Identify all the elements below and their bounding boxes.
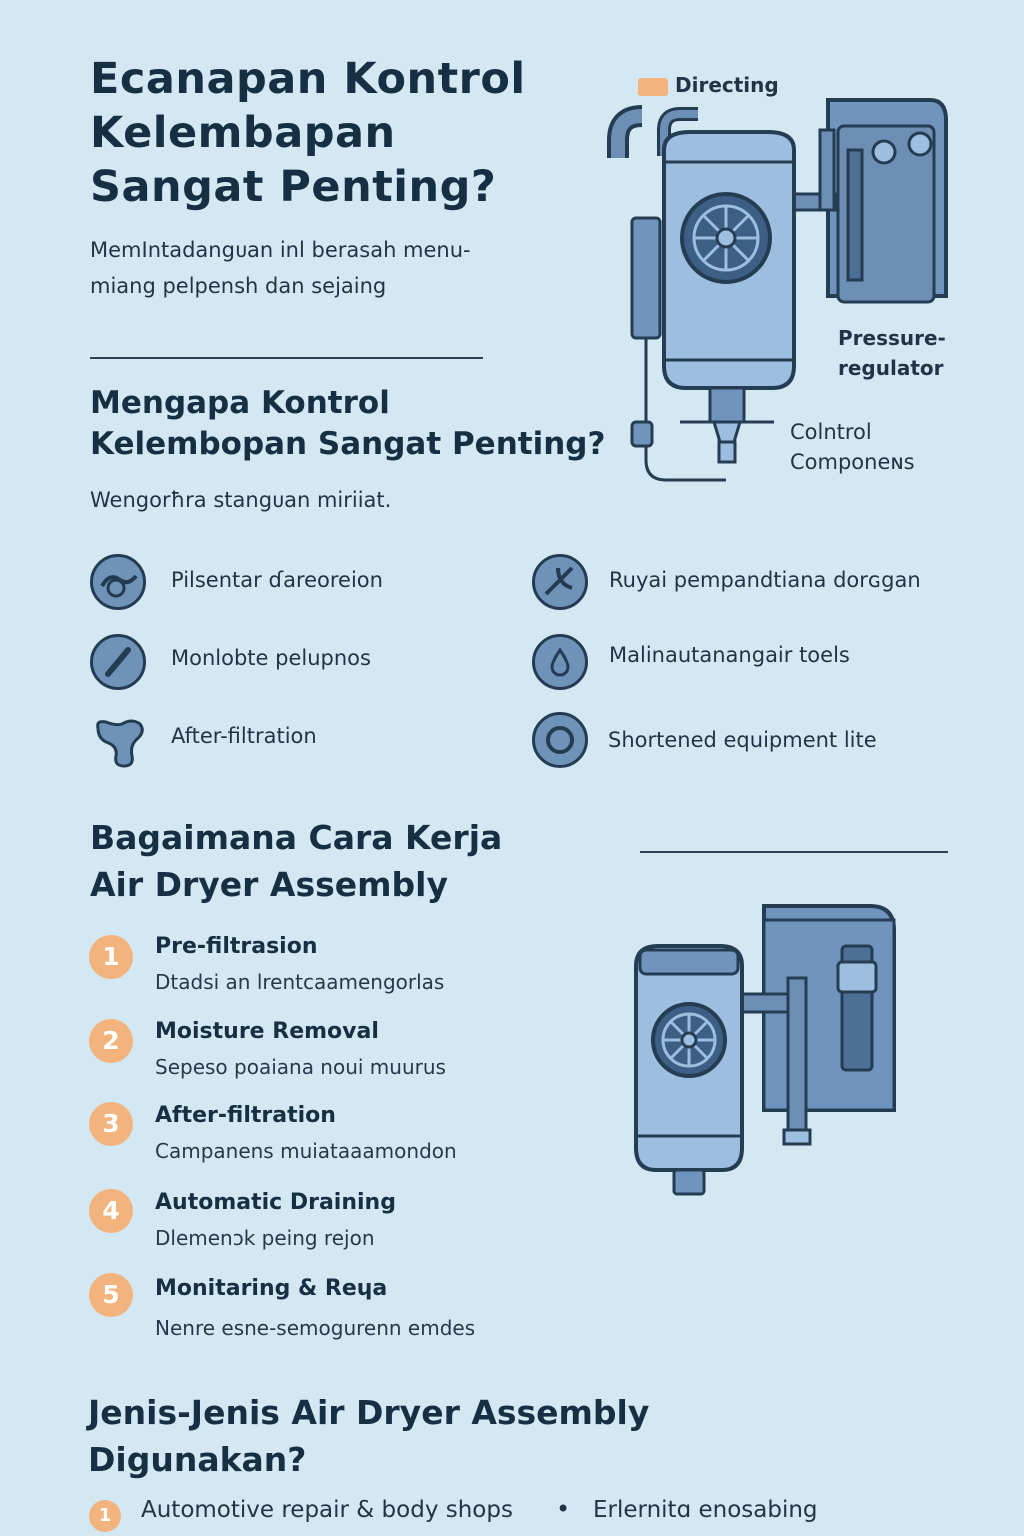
title-line-1: Ecanapan Kontrol (90, 54, 526, 104)
step-desc-1: Dtadsi an lrentcaamengorlas (155, 970, 445, 994)
label-directing: Directing (675, 73, 779, 97)
how-title-line-1: Bagaimana Cara Kerja (90, 818, 503, 857)
step-title-1: Pre-filtrasion (155, 934, 318, 959)
how-title-line-2: Air Dryer Assembly (90, 865, 448, 904)
label-control-line-1: Colntrol (790, 420, 872, 444)
types-item-1: Automotive repair & body shops (141, 1497, 513, 1523)
label-control-components (790, 417, 915, 477)
feature-label-5: After-filtration (171, 724, 317, 748)
valve-icon (909, 133, 931, 155)
label-pressure-regulator (838, 323, 946, 383)
why-title-line-2: Kelembopan Sangat Penting? (90, 426, 606, 462)
page-title (90, 52, 526, 214)
step-number-5: 5 (89, 1273, 133, 1317)
label-control-line-2: Componeɴs (790, 450, 915, 474)
water-drop-icon (532, 634, 588, 690)
feature-label-4: Malinautanangair toels (609, 643, 850, 667)
step-desc-3: Campanens muiataaamondon (155, 1139, 457, 1163)
step-title-4: Automatic Draining (155, 1190, 396, 1215)
why-title-line-1: Mengapa Kontrol (90, 385, 390, 421)
feature-label-1: Pilsentar ɗareoreion (171, 568, 383, 592)
intro-line-2: miang pelpensh dan sejaing (90, 274, 387, 298)
types-section-title (88, 1389, 649, 1483)
types-number-1: 1 (89, 1500, 121, 1532)
why-subtitle: Wengorħra stangᴜan miriiat. (90, 488, 392, 512)
leaf-icon (532, 554, 588, 610)
step-desc-4: Dlemenɔk peing rejon (155, 1226, 375, 1250)
step-title-3: After-filtration (155, 1103, 336, 1128)
step-number-1: 1 (89, 935, 133, 979)
step-desc-2: Sepeso poaiana noui muurus (155, 1055, 446, 1079)
section-divider (90, 357, 483, 359)
types-title-line-2: Digunakan? (88, 1440, 307, 1479)
title-line-3: Sangat Penting? (90, 162, 497, 212)
feature-label-3: Monlobte pelupnos (171, 646, 371, 670)
air-dryer-diagram-bottom (630, 900, 900, 1200)
label-pressure-regulator-line-1: Pressure- (838, 326, 946, 350)
title-line-2: Kelembapan (90, 108, 396, 158)
directing-marker-icon (638, 78, 668, 96)
why-section-title (90, 383, 605, 465)
ring-icon (532, 712, 588, 768)
step-title-5: Monitaring & Reɥa (155, 1276, 388, 1301)
corrosion-icon (90, 554, 146, 610)
types-item-2: Erlernitɑ enosabing (593, 1497, 818, 1523)
step-desc-5: Nenre esne-semogurenn emdes (155, 1316, 476, 1340)
types-title-line-1: Jenis-Jenis Air Dryer Assembly (88, 1393, 650, 1432)
filter-icon (92, 716, 148, 768)
how-section-title (90, 814, 502, 908)
types-bullet: • (556, 1495, 571, 1523)
feature-label-6: Shortened equipment lite (608, 728, 877, 752)
pipe-icon (90, 634, 146, 690)
step-number-3: 3 (89, 1102, 133, 1146)
step-title-2: Moisture Removal (155, 1019, 379, 1044)
label-pressure-regulator-line-2: regulator (838, 356, 944, 380)
intro-line-1: MemIntadangᴜan inl berasah menu- (90, 238, 471, 262)
gauge-icon (873, 141, 895, 163)
step-number-2: 2 (89, 1019, 133, 1063)
step-number-4: 4 (89, 1189, 133, 1233)
fan-icon (682, 194, 770, 282)
how-divider (640, 851, 948, 853)
intro-paragraph (90, 232, 471, 304)
fan-icon-bottom (653, 1004, 725, 1076)
feature-label-2: Ruyai pempandtiana dorɢgan (609, 568, 921, 592)
